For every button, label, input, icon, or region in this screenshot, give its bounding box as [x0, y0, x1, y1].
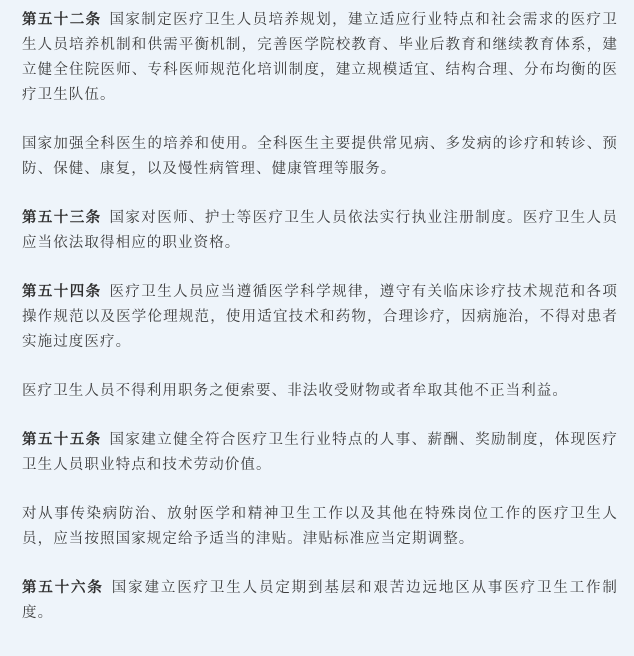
article-54-text-2: 医疗卫生人员不得利用职务之便索要、非法收受财物或者牟取其他不正当利益。 [22, 383, 568, 399]
article-54-label: 第五十四条 [22, 284, 102, 300]
article-52-text-2: 国家加强全科医生的培养和使用。全科医生主要提供常见病、多发病的诊疗和转诊、预防、保健、康复，以及慢性病管理、健康管理等服务。 [22, 136, 618, 177]
article-55-label: 第五十五条 [22, 432, 102, 448]
article-53-label: 第五十三条 [22, 210, 102, 226]
article-56-paragraph [22, 576, 618, 626]
article-54-paragraph-2 [22, 379, 618, 404]
article-53-paragraph [22, 206, 618, 256]
article-52-label: 第五十二条 [22, 12, 102, 28]
article-52-paragraph [22, 8, 618, 108]
article-55-paragraph-2 [22, 502, 618, 552]
article-56-label: 第五十六条 [22, 580, 104, 596]
article-55-text: 国家建立健全符合医疗卫生行业特点的人事、薪酬、奖励制度，体现医疗卫生人员职业特点和技术劳动价值。 [22, 432, 618, 473]
article-55-text-2: 对从事传染病防治、放射医学和精神卫生工作以及其他在特殊岗位工作的医疗卫生人员，应当按照国家规定给予适当的津贴。津贴标准应当定期调整。 [22, 506, 618, 547]
article-52-text: 国家制定医疗卫生人员培养规划，建立适应行业特点和社会需求的医疗卫生人员培养机制和供需平衡机制，完善医学院校教育、毕业后教育和继续教育体系，建立健全住院医师、专科医师规范化培训制度，建立规模适宜、结构合理、分布均衡的医疗卫生队伍。 [22, 12, 618, 103]
article-53-text: 国家对医师、护士等医疗卫生人员依法实行执业注册制度。医疗卫生人员应当依法取得相应的职业资格。 [22, 210, 618, 251]
article-54-paragraph [22, 280, 618, 355]
article-56-text: 国家建立医疗卫生人员定期到基层和艰苦边远地区从事医疗卫生工作制度。 [22, 580, 618, 621]
article-52-paragraph-2 [22, 132, 618, 182]
article-54-text: 医疗卫生人员应当遵循医学科学规律，遵守有关临床诊疗技术规范和各项操作规范以及医学伦理规范，使用适宜技术和药物，合理诊疗，因病施治，不得对患者实施过度医疗。 [22, 284, 618, 350]
article-55-paragraph [22, 428, 618, 478]
